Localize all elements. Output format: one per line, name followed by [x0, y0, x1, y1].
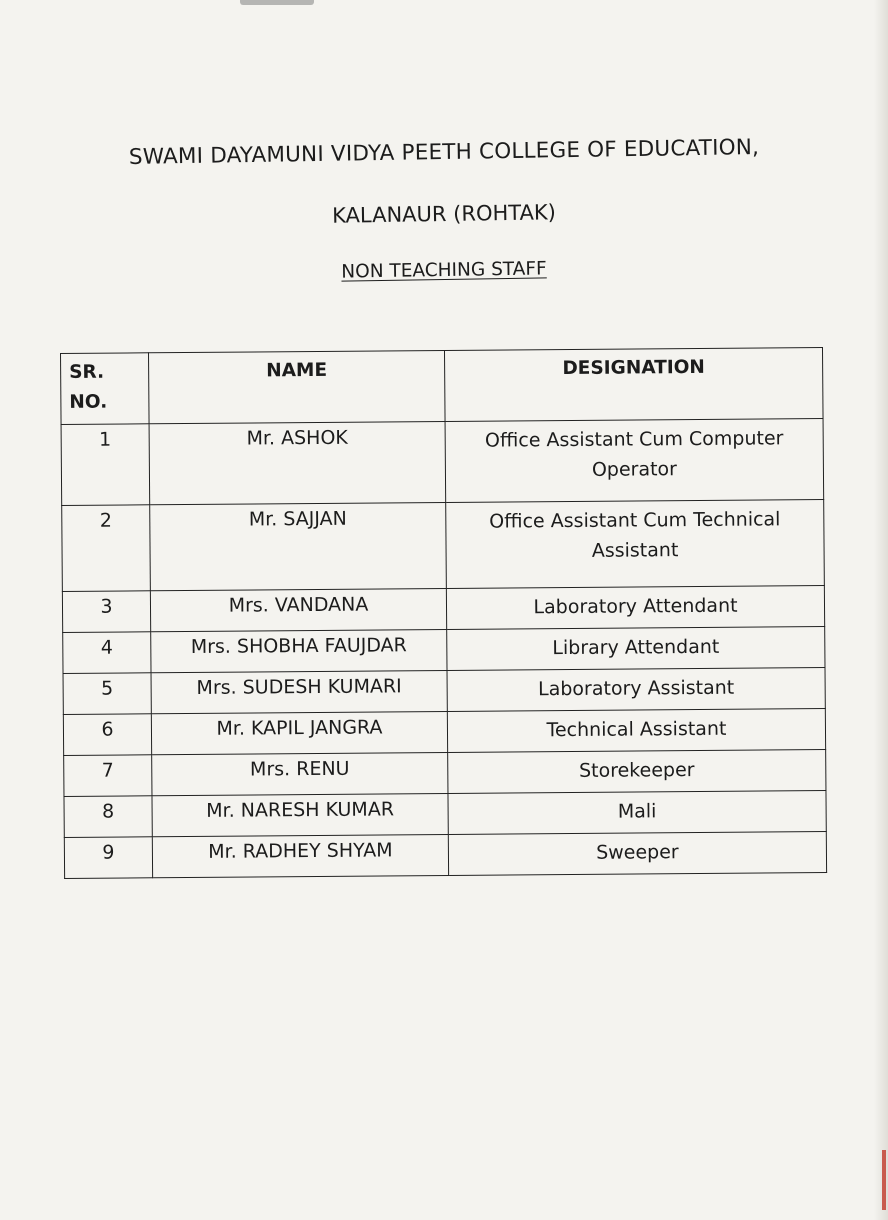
table-row	[62, 586, 824, 633]
row-designation: Technical Assistant	[447, 709, 825, 753]
header-sr-line2: NO.	[69, 391, 108, 413]
row-sr: 1	[61, 424, 150, 506]
header-designation: DESIGNATION	[444, 348, 823, 422]
row-name: Mrs. RENU	[152, 752, 448, 795]
table-row	[64, 749, 826, 796]
row-sr: 6	[63, 714, 151, 756]
row-name: Mrs. VANDANA	[150, 588, 446, 631]
scan-red-mark	[882, 1150, 886, 1210]
row-sr: 5	[63, 673, 151, 715]
row-designation: Laboratory Assistant	[447, 668, 825, 712]
header-sr-line1: SR.	[69, 361, 105, 383]
table-header-row	[61, 348, 824, 425]
row-sr: 4	[63, 632, 151, 674]
staff-table-container	[60, 347, 826, 879]
page-heading	[0, 253, 888, 288]
scan-smudge	[240, 0, 314, 5]
row-name: Mrs. SUDESH KUMARI	[151, 670, 447, 713]
table-row	[64, 790, 826, 837]
row-designation: Office Assistant Cum Computer Operator	[445, 419, 824, 503]
table-row	[63, 668, 825, 715]
row-name: Mr. KAPIL JANGRA	[151, 711, 447, 754]
row-designation: Storekeeper	[448, 749, 826, 793]
staff-table	[60, 347, 827, 879]
row-designation: Sweeper	[448, 831, 826, 875]
row-name: Mr. ASHOK	[149, 421, 446, 504]
header-name: NAME	[149, 350, 446, 423]
row-sr: 7	[64, 755, 152, 797]
table-row	[62, 500, 825, 592]
row-designation: Library Attendant	[447, 627, 825, 671]
table-row	[63, 627, 825, 674]
row-designation: Mali	[448, 790, 826, 834]
row-sr: 2	[62, 505, 151, 592]
table-row	[63, 709, 825, 756]
page-heading-text: NON TEACHING STAFF	[341, 258, 547, 283]
row-sr: 9	[64, 837, 152, 879]
row-designation: Office Assistant Cum Technical Assistant	[446, 500, 825, 589]
header-sr-no	[61, 353, 150, 425]
college-name: SWAMI DAYAMUNI VIDYA PEETH COLLEGE OF EDUCATION,	[128, 135, 760, 170]
college-place: KALANAUR (ROHTAK)	[331, 200, 557, 228]
scan-edge-shadow	[874, 0, 888, 1220]
row-name: Mrs. SHOBHA FAUJDAR	[151, 629, 447, 672]
row-sr: 8	[64, 796, 152, 838]
row-sr: 3	[62, 591, 150, 633]
row-name: Mr. SAJJAN	[150, 502, 447, 590]
table-row	[61, 419, 824, 506]
row-name: Mr. NARESH KUMAR	[152, 793, 448, 836]
table-row	[64, 831, 826, 878]
row-designation: Laboratory Attendant	[446, 586, 824, 630]
row-name: Mr. RADHEY SHYAM	[152, 834, 448, 877]
